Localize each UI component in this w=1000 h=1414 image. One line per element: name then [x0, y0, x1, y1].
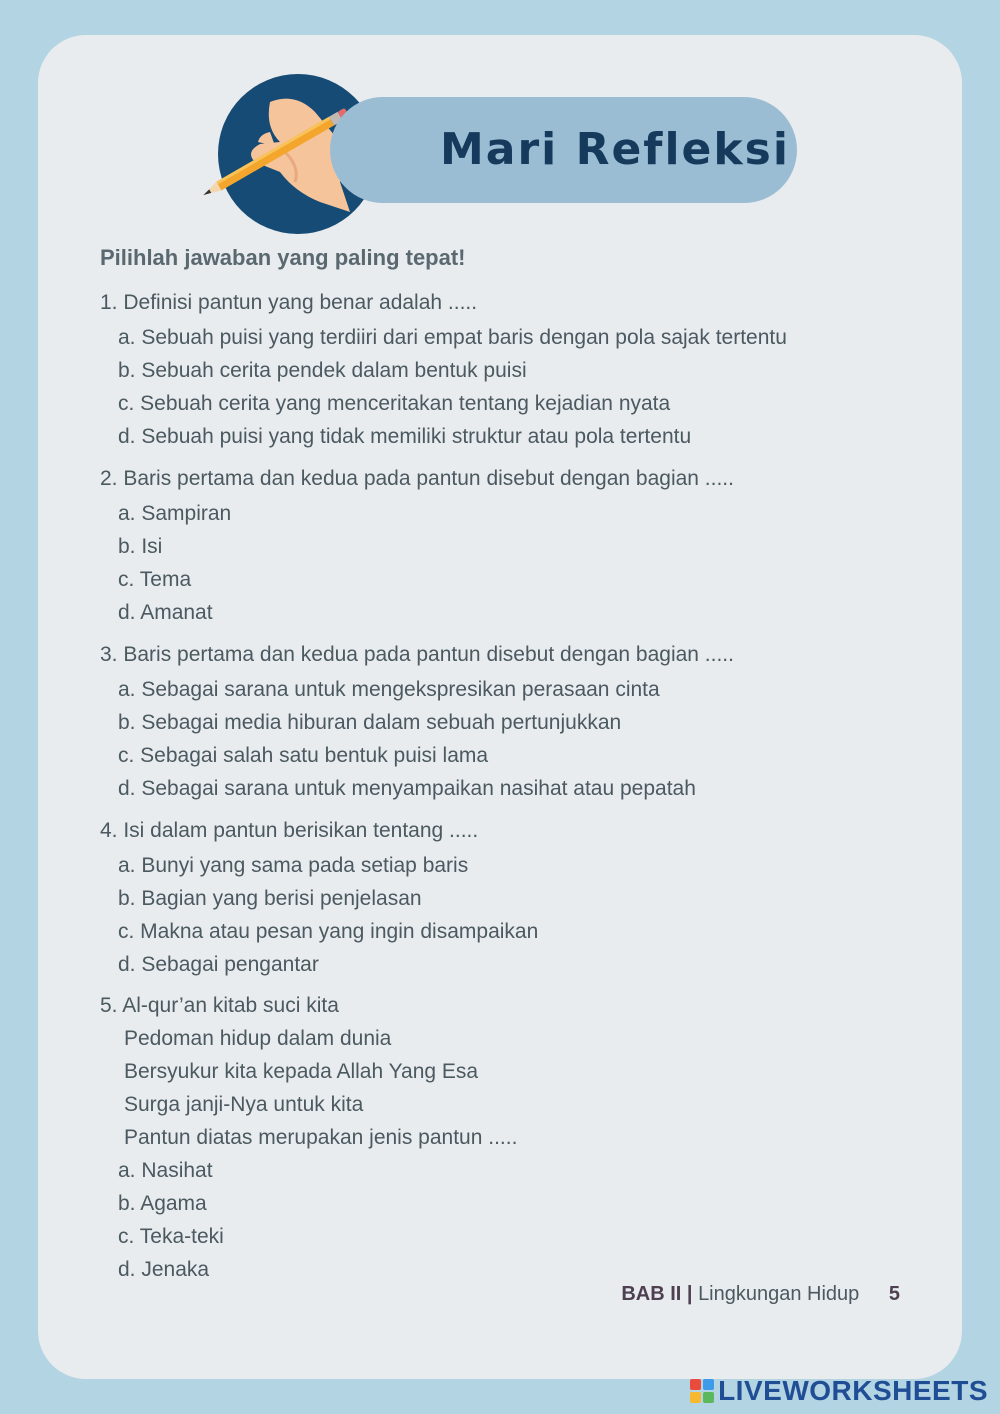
- question-4-option-a[interactable]: a. Bunyi yang sama pada setiap baris: [118, 854, 469, 877]
- question-2-option-c[interactable]: c. Tema: [118, 568, 192, 591]
- page-footer: [621, 1284, 900, 1304]
- chapter-topic: Lingkungan Hidup: [698, 1283, 860, 1305]
- question-1-option-c[interactable]: c. Sebuah cerita yang menceritakan tentang kejadian nyata: [118, 392, 671, 415]
- question-3-option-c[interactable]: c. Sebagai salah satu bentuk puisi lama: [118, 744, 489, 767]
- question-4-option-d[interactable]: d. Sebagai pengantar: [118, 953, 319, 976]
- question-5-option-c[interactable]: c. Teka-teki: [118, 1225, 224, 1248]
- question-5-prompt: Pantun diatas merupakan jenis pantun .....: [124, 1126, 518, 1149]
- question-5-option-a[interactable]: a. Nasihat: [118, 1159, 213, 1182]
- page-title: Mari Refleksi: [440, 124, 790, 175]
- question-3-option-d[interactable]: d. Sebagai sarana untuk menyampaikan nasihat atau pepatah: [118, 777, 696, 800]
- liveworksheets-text: LIVEWORKSHEETS: [718, 1375, 988, 1406]
- question-1-option-a[interactable]: a. Sebuah puisi yang terdiiri dari empat baris dengan pola sajak tertentu: [118, 326, 787, 349]
- question-4-option-b[interactable]: b. Bagian yang berisi penjelasan: [118, 887, 422, 910]
- question-2-option-d[interactable]: d. Amanat: [118, 601, 213, 624]
- page-number: 5: [888, 1283, 900, 1305]
- question-3-option-a[interactable]: a. Sebagai sarana untuk mengekspresikan perasaan cinta: [118, 678, 660, 701]
- question-1: 1. Definisi pantun yang benar adalah .....: [100, 291, 478, 314]
- chapter-label: BAB II |: [621, 1283, 693, 1305]
- question-5-verse-line: Bersyukur kita kepada Allah Yang Esa: [124, 1060, 479, 1083]
- question-5-verse-line: Surga janji-Nya untuk kita: [124, 1093, 364, 1116]
- question-5: 5. Al-qur’an kitab suci kita: [100, 994, 339, 1017]
- question-2: 2. Baris pertama dan kedua pada pantun disebut dengan bagian .....: [100, 467, 734, 490]
- instruction-text: Pilihlah jawaban yang paling tepat!: [100, 245, 466, 270]
- liveworksheets-logo-icon: [690, 1379, 714, 1403]
- question-5-option-b[interactable]: b. Agama: [118, 1192, 207, 1215]
- question-5-verse-line: Pedoman hidup dalam dunia: [124, 1027, 392, 1050]
- question-2-option-b[interactable]: b. Isi: [118, 535, 163, 558]
- question-4-option-c[interactable]: c. Makna atau pesan yang ingin disampaikan: [118, 920, 539, 943]
- question-1-option-b[interactable]: b. Sebuah cerita pendek dalam bentuk puisi: [118, 359, 527, 382]
- question-5-option-d[interactable]: d. Jenaka: [118, 1258, 210, 1281]
- liveworksheets-watermark: [690, 1376, 988, 1406]
- question-1-option-d[interactable]: d. Sebuah puisi yang tidak memiliki struktur atau pola tertentu: [118, 425, 692, 448]
- question-3: 3. Baris pertama dan kedua pada pantun disebut dengan bagian .....: [100, 643, 734, 666]
- question-2-option-a[interactable]: a. Sampiran: [118, 502, 232, 525]
- question-3-option-b[interactable]: b. Sebagai media hiburan dalam sebuah pertunjukkan: [118, 711, 622, 734]
- question-4: 4. Isi dalam pantun berisikan tentang .....: [100, 819, 479, 842]
